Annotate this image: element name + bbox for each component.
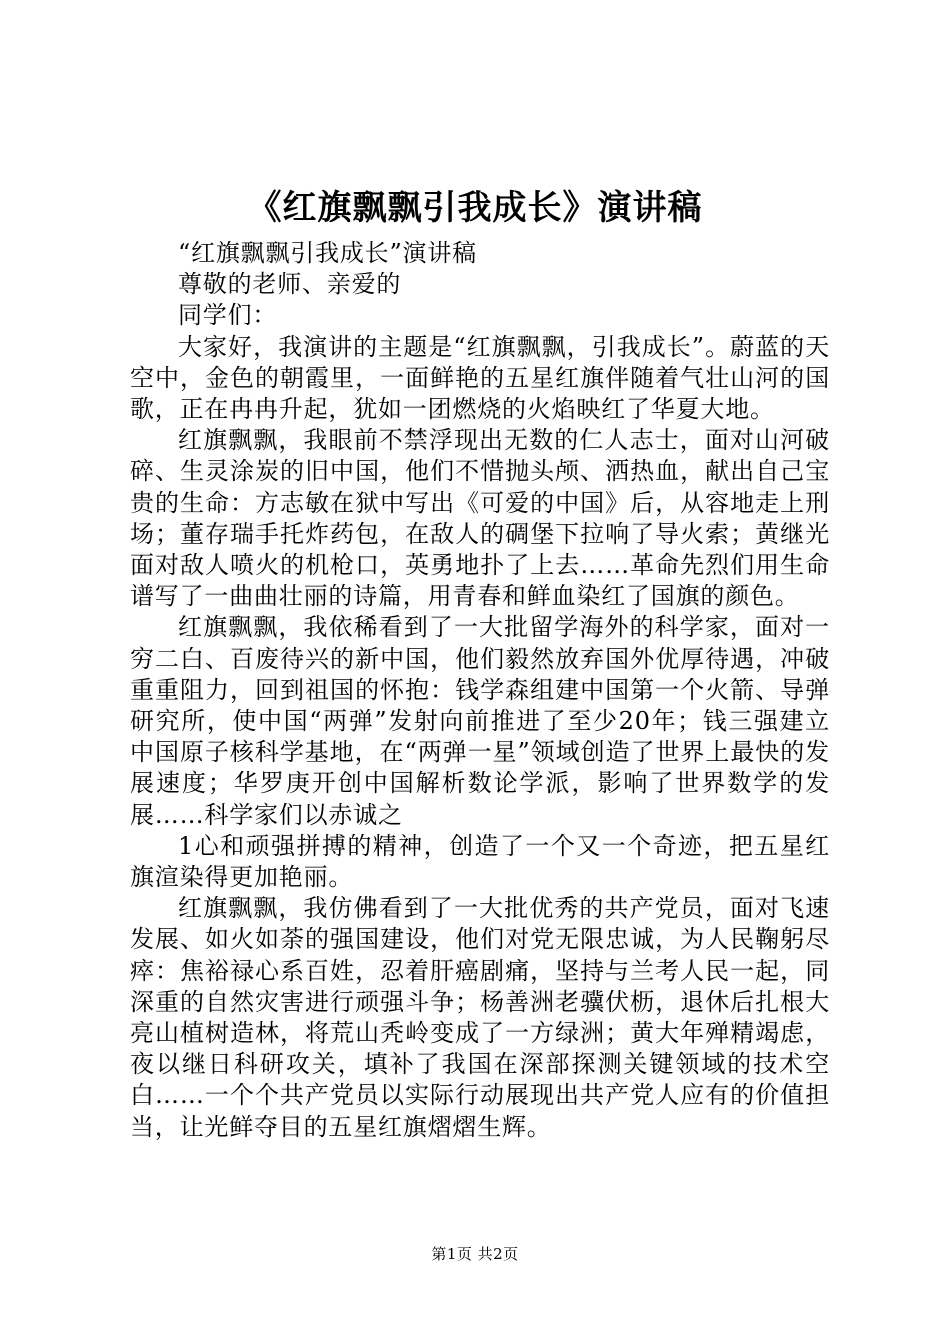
body-paragraph: 红旗飘飘，我眼前不禁浮现出无数的仁人志士，面对山河破碎、生灵涂炭的旧中国，他们不惜抛头颅、洒热血，献出自己宝贵的生命：方志敏在狱中写出《可爱的中国》后，从容地走上刑场；董存瑞手托炸药包，在敌人的碉堡下拉响了导火索；黄继光面对敌人喷火的机枪口，英勇地扑了上去……革命先烈们用生命谱写了一曲曲壮丽的诗篇，用青春和鲜血染红了国旗的颜色。 (130, 426, 830, 611)
document-title: 《红旗飘飘引我成长》演讲稿 (247, 188, 703, 228)
page-footer: 第1页 共2页 (431, 1245, 519, 1263)
subtitle-paragraph: “红旗飘飘引我成长”演讲稿 (178, 239, 477, 267)
body-paragraph: 红旗飘飘，我仿佛看到了一大批优秀的共产党员，面对飞速发展、如火如荼的强国建设，他们对党无限忠诚，为人民鞠躬尽瘁：焦裕禄心系百姓，忍着肝癌剧痛，坚持与兰考人民一起，同深重的自然灾害进行顽强斗争；杨善洲老骥伏枥，退休后扎根大亮山植树造林，将荒山秃岭变成了一方绿洲；黄大年殚精竭虑，夜以继日科研攻关，填补了我国在深部探测关键领域的技术空白……一个个共产党员以实际行动展现出共产党人应有的价值担当，让光鲜夺目的五星红旗熠熠生辉。 (130, 894, 830, 1141)
salutation-line-2: 同学们： (178, 301, 278, 330)
body-paragraph: 大家好，我演讲的主题是“红旗飘飘，引我成长”。蔚蓝的天空中，金色的朝霞里，一面鲜艳的五星红旗伴随着气壮山河的国歌，正在冉冉升起，犹如一团燃烧的火焰映红了华夏大地。 (130, 332, 830, 424)
salutation-line-1: 尊敬的老师、亲爱的 (178, 270, 402, 299)
body-paragraph: 红旗飘飘，我依稀看到了一大批留学海外的科学家，面对一穷二白、百废待兴的新中国，他们毅然放弃国外优厚待遇，冲破重重阻力，回到祖国的怀抱：钱学森组建中国第一个火箭、导弹研究所，使中国“两弹”发射向前推进了至少20年；钱三强建立中国原子核科学基地，在“两弹一星”领域创造了世界上最快的发展速度；华罗庚开创中国解析数论学派，影响了世界数学的发展……科学家们以赤诚之 (130, 613, 830, 829)
body-paragraph: 1心和顽强拼搏的精神，创造了一个又一个奇迹，把五星红旗渲染得更加艳丽。 (130, 831, 830, 892)
document-body (130, 238, 830, 1143)
